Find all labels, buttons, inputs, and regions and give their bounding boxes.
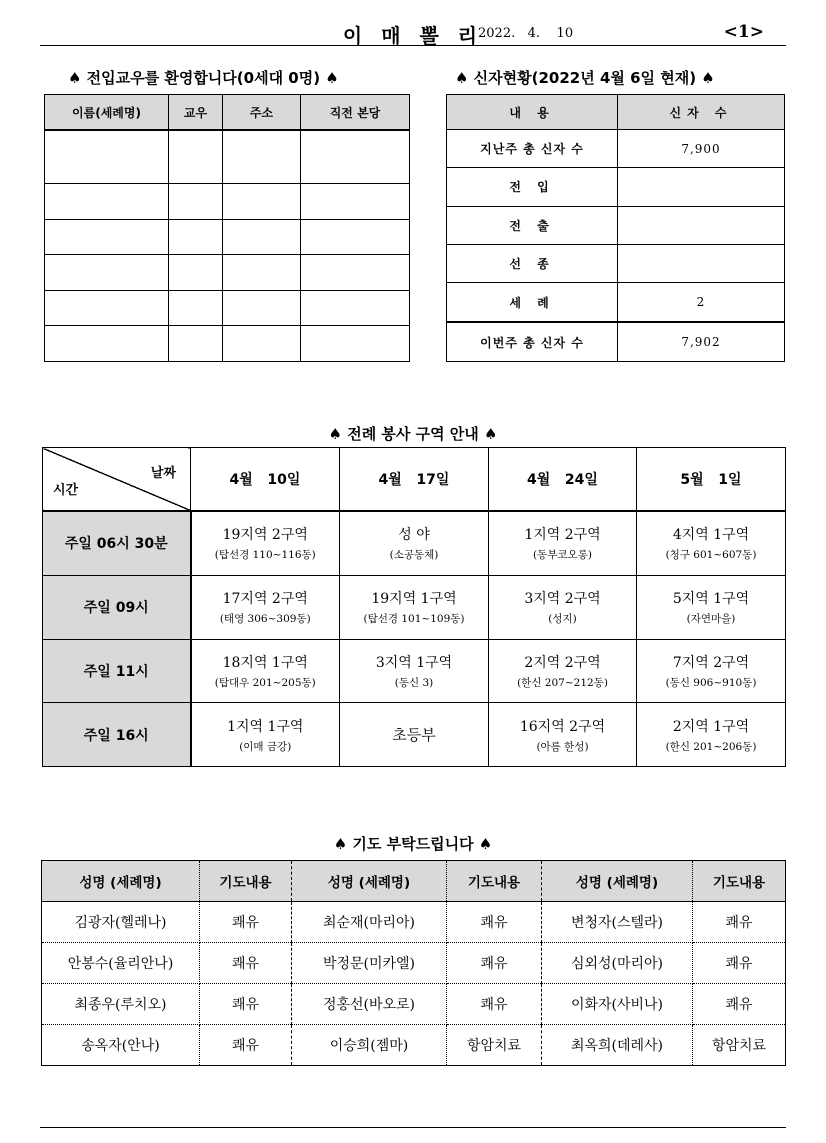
transfer-cell (223, 183, 301, 219)
schedule-area: 3지역 1구역 (375, 654, 453, 671)
schedule-area: 2지역 1구역 (672, 718, 750, 735)
prayer-row (42, 984, 786, 1025)
footer-rule (40, 1127, 786, 1128)
transfer-cell (301, 130, 410, 183)
believers-row (447, 283, 785, 322)
prayer-person: 심외성(마리아) (542, 943, 693, 984)
believers-value: 2 (618, 283, 785, 322)
schedule-area: 16지역 2구역 (519, 718, 606, 735)
schedule-cell (340, 703, 489, 767)
believers-label: 전 입 (447, 168, 618, 206)
schedule-date-header: 4월 24일 (489, 448, 637, 512)
prayer-row (42, 943, 786, 984)
schedule-title: ♠ 전례 봉사 구역 안내 ♠ (328, 425, 498, 443)
transfer-cell (301, 255, 410, 291)
believers-value: 7,900 (618, 130, 785, 168)
schedule-subarea: (이매 금강) (239, 740, 292, 753)
believers-label: 세 례 (447, 283, 618, 322)
schedule-cell (637, 511, 786, 575)
prayer-intention: 쾌유 (693, 984, 786, 1025)
schedule-area: 1지역 1구역 (227, 718, 304, 735)
schedule-subarea: (자연마을) (686, 613, 736, 626)
schedule-cell (489, 703, 637, 767)
prayer-person: 최순재(마리아) (292, 902, 447, 943)
corner-date-label: 날짜 (150, 466, 176, 481)
prayer-person: 최종우(루치오) (42, 984, 200, 1025)
schedule-area: 17지역 2구역 (222, 591, 308, 608)
believers-title: ♠ 신자현황(2022년 4월 6일 현재) ♠ (455, 69, 715, 87)
schedule-subarea: (동신 906~910동) (665, 676, 757, 689)
prayer-table (41, 860, 786, 1066)
transfer-table (44, 94, 410, 362)
transfer-row (45, 255, 410, 291)
prayer-intention: 쾌유 (447, 943, 542, 984)
schedule-area: 2지역 2구역 (524, 654, 601, 671)
schedule-area: 19지역 2구역 (222, 527, 308, 544)
transfer-cell (169, 326, 223, 362)
transfer-cell (169, 130, 223, 183)
transfer-row (45, 130, 410, 183)
schedule-area: 7지역 2구역 (672, 654, 750, 671)
transfer-cell (223, 255, 301, 291)
schedule-row (43, 511, 786, 575)
prayer-person: 이화자(사비나) (542, 984, 693, 1025)
prayer-intention: 항암치료 (447, 1025, 542, 1066)
prayer-intention: 쾌유 (200, 984, 292, 1025)
transfer-cell (169, 219, 223, 255)
transfer-cell (223, 219, 301, 255)
page-number: <1> (723, 22, 764, 42)
transfer-cell (169, 290, 223, 326)
transfer-col-name: 이름(세례명) (45, 95, 169, 131)
schedule-cell (489, 639, 637, 703)
transfer-cell (169, 255, 223, 291)
bulletin-title: 이 매 뽈 리 (342, 24, 484, 48)
schedule-area: 4지역 1구역 (672, 527, 750, 544)
transfer-col-prev-parish: 직전 본당 (301, 95, 410, 131)
transfer-header-row (45, 95, 410, 131)
transfer-cell (45, 183, 169, 219)
schedule-date-header: 4월 17일 (340, 448, 489, 512)
schedule-cell (340, 511, 489, 575)
schedule-cell (637, 703, 786, 767)
believers-row (447, 168, 785, 206)
schedule-row (43, 575, 786, 639)
prayer-intention: 항암치료 (693, 1025, 786, 1066)
prayer-person: 박정문(미카엘) (292, 943, 447, 984)
schedule-cell (340, 575, 489, 639)
believers-label: 전 출 (447, 206, 618, 244)
prayer-row (42, 1025, 786, 1066)
corner-time-label: 시간 (53, 483, 79, 498)
schedule-area: 3지역 2구역 (524, 591, 601, 608)
prayer-person: 최옥희(데레사) (542, 1025, 693, 1066)
schedule-time: 주일 11시 (43, 639, 191, 703)
schedule-subarea: (동부코오롱) (533, 549, 592, 562)
transfer-row (45, 183, 410, 219)
believers-row (447, 206, 785, 244)
transfer-row (45, 290, 410, 326)
schedule-cell (191, 703, 340, 767)
transfer-cell (45, 255, 169, 291)
schedule-subarea: (태영 306~309동) (219, 613, 311, 626)
schedule-corner-cell (43, 448, 191, 512)
schedule-table (42, 447, 786, 767)
transfer-col-address: 주소 (223, 95, 301, 131)
prayer-person: 정홍선(바오로) (292, 984, 447, 1025)
schedule-subarea: (한신 207~212동) (517, 676, 608, 689)
schedule-cell (637, 575, 786, 639)
transfer-title: ♠ 전입교우를 환영합니다(0세대 0명) ♠ (68, 69, 339, 87)
prayer-col-content: 기도내용 (200, 861, 292, 902)
schedule-subarea: (청구 601~607동) (665, 549, 757, 562)
believers-value (618, 206, 785, 244)
header-rule (40, 45, 786, 46)
believers-col-content: 내 용 (447, 95, 618, 130)
believers-col-count: 신자 수 (618, 95, 785, 130)
prayer-col-name: 성명 (세례명) (42, 861, 200, 902)
believers-value (618, 168, 785, 206)
prayer-intention: 쾌유 (200, 1025, 292, 1066)
transfer-cell (301, 219, 410, 255)
schedule-row (43, 639, 786, 703)
schedule-subarea: (한신 201~206동) (665, 740, 757, 753)
prayer-person: 이승희(젬마) (292, 1025, 447, 1066)
transfer-cell (301, 326, 410, 362)
schedule-row (43, 703, 786, 767)
schedule-cell (637, 639, 786, 703)
transfer-row (45, 326, 410, 362)
schedule-area: 18지역 1구역 (222, 654, 308, 671)
schedule-area: 1지역 2구역 (524, 527, 601, 544)
schedule-area: 성 야 (398, 527, 430, 544)
schedule-time: 주일 16시 (43, 703, 191, 767)
transfer-cell (223, 290, 301, 326)
schedule-subarea: (탑선경 110~116동) (214, 549, 316, 562)
transfer-cell (45, 219, 169, 255)
believers-label: 선 종 (447, 244, 618, 282)
schedule-cell (191, 575, 340, 639)
believers-row (447, 244, 785, 282)
prayer-person: 변청자(스텔라) (542, 902, 693, 943)
schedule-area: 초등부 (392, 726, 436, 745)
prayer-intention: 쾌유 (200, 943, 292, 984)
prayer-intention: 쾌유 (693, 943, 786, 984)
schedule-header-row (43, 448, 786, 512)
schedule-subarea: (탑대우 201~205동) (214, 676, 316, 689)
schedule-cell (340, 639, 489, 703)
schedule-cell (191, 639, 340, 703)
schedule-cell (489, 575, 637, 639)
schedule-subarea: (동신 3) (394, 676, 434, 689)
transfer-cell (45, 326, 169, 362)
prayer-col-content: 기도내용 (447, 861, 542, 902)
schedule-area: 5지역 1구역 (672, 591, 750, 608)
schedule-cell (191, 511, 340, 575)
transfer-cell (301, 290, 410, 326)
transfer-cell (45, 130, 169, 183)
schedule-subarea: (탑선경 101~109동) (363, 613, 465, 626)
believers-row (447, 130, 785, 168)
prayer-col-content: 기도내용 (693, 861, 786, 902)
believers-label: 이번주 총 신자 수 (447, 322, 618, 361)
prayer-intention: 쾌유 (447, 902, 542, 943)
bulletin-date: 2022. 4. 10 (478, 26, 574, 41)
prayer-person: 김광자(헬레나) (42, 902, 200, 943)
transfer-cell (169, 183, 223, 219)
prayer-person: 안봉수(율리안나) (42, 943, 200, 984)
transfer-cell (223, 326, 301, 362)
believers-table (446, 94, 785, 362)
prayer-intention: 쾌유 (693, 902, 786, 943)
believers-value: 7,902 (618, 322, 785, 361)
schedule-cell (489, 511, 637, 575)
schedule-area: 19지역 1구역 (371, 591, 457, 608)
schedule-date-header: 4월 10일 (191, 448, 340, 512)
believers-value (618, 244, 785, 282)
transfer-cell (45, 290, 169, 326)
schedule-subarea: (성지) (548, 613, 577, 626)
prayer-person: 송옥자(안나) (42, 1025, 200, 1066)
transfer-col-member: 교우 (169, 95, 223, 131)
prayer-row (42, 902, 786, 943)
believers-label: 지난주 총 신자 수 (447, 130, 618, 168)
schedule-subarea: (소공동체) (389, 549, 439, 562)
prayer-intention: 쾌유 (447, 984, 542, 1025)
schedule-time: 주일 09시 (43, 575, 191, 639)
transfer-cell (301, 183, 410, 219)
prayer-title: ♠ 기도 부탁드립니다 ♠ (333, 835, 493, 853)
transfer-cell (223, 130, 301, 183)
schedule-time: 주일 06시 30분 (43, 511, 191, 575)
prayer-col-name: 성명 (세례명) (542, 861, 693, 902)
believers-header-row (447, 95, 785, 130)
prayer-header-row (42, 861, 786, 902)
prayer-col-name: 성명 (세례명) (292, 861, 447, 902)
prayer-intention: 쾌유 (200, 902, 292, 943)
schedule-subarea: (아름 한성) (536, 740, 589, 753)
transfer-row (45, 219, 410, 255)
believers-row (447, 322, 785, 361)
schedule-date-header: 5월 1일 (637, 448, 786, 512)
